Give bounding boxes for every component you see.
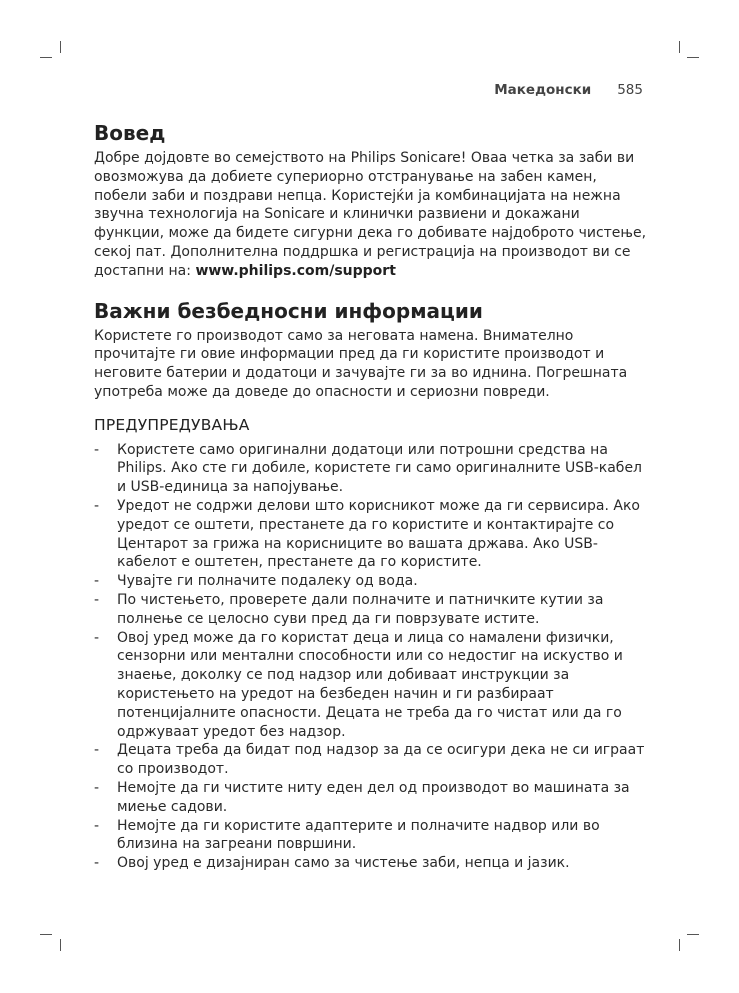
warning-item [94, 741, 650, 779]
warning-item [94, 441, 650, 497]
crop-mark [687, 934, 699, 935]
page-number: 585 [617, 82, 643, 98]
warning-text: Овој уред може да го користат деца и лица со намалени физички, сензорни или ментални способности или со недостиг на искуство и знаење, доколку се под надзор или добиваат инструкции за користењето на уредот на безбеден начин и ги разбираат потенцијалните опасности. Децата не треба да го чистат или да го одржуваат уредот без надзор. [117, 629, 623, 740]
warning-item [94, 817, 650, 855]
bullet-dash: - [94, 629, 100, 646]
warning-text: Немојте да ги користите адаптерите и полначите надвор или во близина на загреани површини. [117, 817, 600, 853]
intro-paragraph [94, 149, 650, 281]
warning-text: Чувајте ги полначите подалеку од вода. [117, 573, 418, 590]
bullet-dash: - [94, 497, 100, 514]
warning-text: Користете само оригинални додатоци или потрошни средства на Philips. Ако сте ги добиле, користете ги само оригиналните USB-кабел и USB-единица за напојување. [117, 441, 642, 496]
intro-title: Вовед [94, 121, 166, 145]
support-url: www.philips.com/support [195, 262, 396, 279]
warning-text: По чистењето, проверете дали полначите и патничките кутии за полнење се целосно суви пред да ги поврзувате истите. [117, 591, 604, 627]
page-content [94, 121, 650, 873]
warning-item [94, 854, 650, 873]
warning-item [94, 629, 650, 742]
crop-mark [40, 57, 52, 58]
crop-mark [60, 41, 61, 53]
bullet-dash: - [94, 779, 100, 796]
bullet-dash: - [94, 855, 100, 872]
bullet-dash: - [94, 742, 100, 759]
bullet-dash: - [94, 817, 100, 834]
warning-item [94, 572, 650, 591]
warnings-heading: ПРЕДУПРЕДУВАЊА [94, 415, 250, 434]
safety-title: Важни безбедносни информации [94, 298, 483, 323]
warning-text: Овој уред е дизајниран само за чистење заби, непца и јазик. [117, 855, 570, 872]
bullet-dash: - [94, 441, 100, 458]
running-header [494, 82, 643, 98]
warning-item [94, 591, 650, 629]
warning-text: Децата треба да бидат под надзор за да се осигури дека не си играат со производот. [117, 742, 645, 778]
bullet-dash: - [94, 591, 100, 608]
warning-item [94, 497, 650, 572]
warning-text: Уредот не содржи делови што корисникот може да ги сервисира. Ако уредот се оштети, престанете да го користите и контактирајте со Центарот за грижа на корисниците во вашата држава. Ако USB-кабелот е оштетен, престанете да го користите. [117, 497, 640, 571]
intro-text: Добре дојдовте во семејството на Philips Sonicare! Оваа четка за заби ви овозможува да добиете супериорно отстранување на забен камен, побели заби и поздрави непца. Користејќи ја комбинацијата на нежна звучна технологија на Sonicare и клинички развиени и докажани функции, може да бидете сигурни дека го добивате најдоброто чистење, секој пат. Дополнителна поддршка и регистрација на производот ви се достапни на: [94, 150, 647, 279]
warning-item [94, 779, 650, 817]
bullet-dash: - [94, 573, 100, 590]
crop-mark [679, 41, 680, 53]
language-label: Македонски [494, 82, 592, 98]
crop-mark [679, 939, 680, 951]
crop-mark [687, 57, 699, 58]
warning-text: Немојте да ги чистите ниту еден дел од производот во машината за миење садови. [117, 779, 630, 815]
warnings-list [94, 441, 650, 873]
crop-mark [60, 939, 61, 951]
safety-paragraph: Користете го производот само за неговата намена. Внимателно прочитајте ги овие информации пред да ги користите производот и неговите батерии и додатоци и зачувајте ги за во иднина. Погрешната употреба може да доведе до опасности и сериозни повреди. [94, 327, 628, 400]
crop-mark [40, 934, 52, 935]
